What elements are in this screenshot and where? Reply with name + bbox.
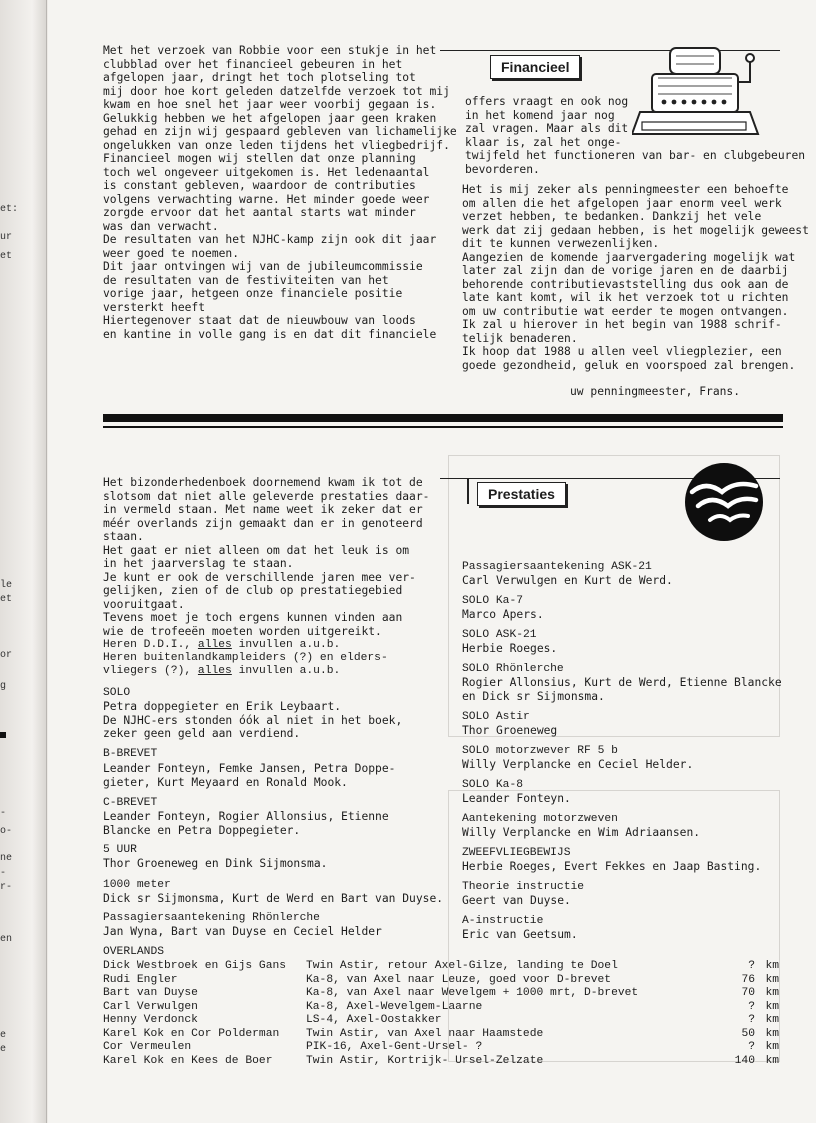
prestaties-header-tick [467,478,469,504]
achievement-heading: ZWEEFVLIEGBEWIJS [462,847,571,859]
text: vliegers (?), [103,665,198,677]
margin-fragment: ne [0,853,13,864]
achievement-body: Carl Verwulgen en Kurt de Werd. [462,574,673,587]
achievement-heading: SOLO Ka-7 [462,595,524,607]
achievement-heading: SOLO motorzwever RF 5 b [462,745,618,757]
prestaties-heren-ddi [103,639,340,653]
table-row [103,1041,779,1055]
prestaties-heren-vliegers [103,665,340,679]
overlands-unit-cell: km [765,1054,779,1067]
overlands-pilots-cell: Karel Kok en Cor Polderman [103,1027,280,1040]
achievement-body: Geert van Duyse. [462,894,571,907]
achievement-heading: SOLO Astir [462,711,530,723]
achievement-heading: Passagiersaantekening Rhönlerche [103,912,320,924]
financieel-right-top: offers vraagt en ook nog in het komend jaar nog zal vragen. Maar als dit klaar is, zal het onge- twijfeld het functioneren van bar- en clubgebeuren bevorderen. [465,95,806,176]
margin-fragment: o- [0,826,13,837]
table-row [103,1001,779,1015]
text: invullen a.u.b. [231,639,341,651]
overlands-distance-cell: ? [748,960,755,972]
margin-fragment: e [0,1030,7,1041]
section-divider-thin [103,426,783,428]
achievement-body: Leander Fonteyn. [462,792,571,805]
margin-fragment: et [0,594,13,605]
birds-emblem-icon [684,462,764,542]
margin-fragment: ur [0,232,13,243]
text: invullen a.u.b. [231,665,341,677]
emphasis: alles [197,665,232,677]
financieel-right-column: Het is mij zeker als penningmeester een behoefte om allen die het afgelopen jaar enorm veel werk verzet hebben, te bedanken. Dankzij het vele werk dat zij gedaan hebben, is het mogelijk geweest dit te kunnen verwezenlijken. Aangezien de komende jaarvergadering mogelijk wat later zal zijn dan de vorige jaren en de daarbij behorende contributievaststelling dus ook aan de late kant komt, wil ik het verzoek tot u richten om uw contributie wat eerder te mogen ontvangen. Ik zal u hierover in het begin van 1988 schrif- telijk benaderen. Ik hoop dat 1988 u allen veel vliegplezier, een goede gezondheid, geluk en voorspoed zal brengen. [462,183,809,372]
overlands-flight-cell: Twin Astir, van Axel naar Haamstede [306,1027,544,1040]
achievement-body: Herbie Roeges. [462,642,558,655]
overlands-unit-cell: km [765,1000,779,1013]
margin-fragment: et [0,251,13,262]
financieel-title: Financieel [490,55,580,79]
margin-fragment: - [0,868,7,879]
section-divider-thick [103,414,783,422]
financieel-signature: uw penningmeester, Frans. [570,385,741,398]
overlands-table [103,960,779,1068]
achievement-heading: 5 UUR [103,844,137,856]
table-row [103,1014,779,1028]
margin-fragment: g [0,681,7,692]
overlands-distance-cell: 140 [734,1054,755,1067]
overlands-pilots-cell: Bart van Duyse [103,987,198,999]
overlands-pilots-cell: Carl Verwulgen [103,1000,198,1013]
achievement-body: Rogier Allonsius, Kurt de Werd, Etienne Blancke en Dick sr Sijmonsma. [462,676,782,703]
overlands-pilots-cell: Dick Westbroek en Gijs Gans [103,960,287,972]
margin-fragment: en [0,934,13,945]
overlands-distance-cell: 50 [741,1027,755,1040]
achievement-body: Leander Fonteyn, Rogier Allonsius, Etienne Blancke en Petra Doppegieter. [103,810,389,837]
overlands-unit-cell: km [765,960,779,972]
achievement-body: Willy Verplancke en Ceciel Helder. [462,758,694,771]
table-row [103,1055,779,1069]
overlands-distance-cell: ? [748,1014,755,1026]
overlands-heading: OVERLANDS [103,946,165,958]
achievement-heading: A-instructie [462,915,544,927]
achievement-heading: Theorie instructie [462,881,585,893]
overlands-unit-cell: km [765,1027,779,1040]
overlands-pilots-cell: Rudi Engler [103,973,178,986]
achievement-body: Dick sr Sijmonsma, Kurt de Werd en Bart van Duyse. [103,892,444,905]
overlands-distance-cell: 76 [741,973,755,986]
overlands-flight-cell: PIK-16, Axel-Gent-Ursel- ? [306,1041,483,1053]
achievement-body: Thor Groeneweg en Dink Sijmonsma. [103,857,328,870]
overlands-flight-cell: Ka-8, van Axel naar Leuze, goed voor D-brevet [306,973,612,986]
margin-fragment: le [0,580,13,591]
overlands-pilots-cell: Cor Vermeulen [103,1041,192,1053]
achievement-heading: SOLO ASK-21 [462,629,537,641]
overlands-unit-cell: km [765,1014,779,1026]
achievement-body: Marco Apers. [462,608,544,621]
overlands-unit-cell: km [765,987,779,999]
achievement-heading: SOLO [103,687,131,699]
overlands-flight-cell: Ka-8, van Axel naar Wevelgem + 1000 mrt, D-brevet [306,987,639,999]
achievement-heading: B-BREVET [103,748,158,760]
achievement-body: Willy Verplancke en Wim Adriaansen. [462,826,701,839]
achievement-heading: C-BREVET [103,797,158,809]
table-row [103,987,779,1001]
achievement-body: Petra doppegieter en Erik Leybaart. De NJHC-ers stonden óók al niet in het boek, zeker geen geld aan verdiend. [103,700,403,740]
overlands-flight-cell: Twin Astir, retour Axel-Gilze, landing te Doel [306,960,618,972]
prestaties-title: Prestaties [477,482,566,506]
achievement-heading: SOLO Rhönlerche [462,663,564,675]
achievement-body: Leander Fonteyn, Femke Jansen, Petra Doppe- gieter, Kurt Meyaard en Ronald Mook. [103,762,396,789]
prestaties-intro: Het bizonderhedenboek doornemend kwam ik tot de slotsom dat niet alle geleverde prestaties daar- in vermeld staan. Met name weet ik zeker dat er méér overlands zijn gemaakt dan er in genoteerd staan. Het gaat er niet alleen om dat het leuk is om in het jaarverslag te staan. Je kunt er ook de verschillende jaren mee ver- gelijken, zien of de club op prestatiegebied vooruitgaat. Tevens moet je toch ergens kunnen vinden aan wie de trofeeën moeten worden uitgereikt. [103,476,430,638]
financieel-left-column: Met het verzoek van Robbie voor een stukje in het clubblad over het financieel gebeuren in het afgelopen jaar, dringt het toch plotseling tot mij door hoe kort geleden datzelfde verzoek tot mij kwam en hoe snel het jaar weer voorbij gegaan is. Gelukkig hebben we het afgelopen jaar geen kraken gehad en zijn wij gespaard gebleven van lichamelijke ongelukken van onze leden tijdens het vliegbedrijf. Financieel mogen wij stellen dat onze planning toch wel ongeveer uitgekomen is. Het ledenaantal is constant gebleven, waardoor de contributies volgens verwachting warne. Het minder goede weer zorgde ervoor dat het aantal starts wat minder was dan verwacht. De resultaten van het NJHC-kamp zijn ook dit jaar weer goed te noemen. Dit jaar ontvingen wij van de jubileumcommissie de resultaten van de festiviteiten van het vorige jaar, hetgeen onze financiele positie versterkt heeft Hiertegenover staat dat de nieuwbouw van loods en kantine in volle gang is en dat dit financiele [103,44,457,341]
overlands-flight-cell: Ka-8, Axel-Wevelgem-Laarne [306,1000,483,1013]
table-row [103,960,779,974]
margin-fragment: e [0,1044,7,1055]
overlands-distance-cell: 70 [741,987,755,999]
achievement-heading: SOLO Ka-8 [462,779,524,791]
overlands-flight-cell: LS-4, Axel-Oostakker [306,1014,442,1026]
table-row [103,974,779,988]
overlands-pilots-cell: Karel Kok en Kees de Boer [103,1054,273,1067]
achievement-body: Thor Groeneweg [462,724,558,737]
achievement-body: Herbie Roeges, Evert Fekkes en Jaap Basting. [462,860,762,873]
overlands-unit-cell: km [765,1041,779,1053]
achievement-heading: Aantekening motorzweven [462,813,618,825]
table-row [103,1028,779,1042]
achievement-body: Jan Wyna, Bart van Duyse en Ceciel Helder [103,925,382,938]
emphasis: alles [197,639,232,651]
left-page-gutter [0,0,47,1123]
overlands-distance-cell: ? [748,1000,755,1013]
achievement-heading: 1000 meter [103,879,171,891]
margin-fragment: or [0,650,13,661]
text: Heren D.D.I., [103,639,198,651]
margin-fragment: - [0,808,7,819]
achievement-body: Eric van Geetsum. [462,928,578,941]
prestaties-heren-buitenland: Heren buitenlandkampleiders (?) en elders- [103,652,388,664]
margin-fragment: et: [0,204,19,215]
achievement-heading: Passagiersaantekening ASK-21 [462,561,652,573]
margin-black-mark [0,732,6,738]
margin-fragment: r- [0,882,13,893]
overlands-pilots-cell: Henny Verdonck [103,1014,198,1026]
overlands-flight-cell: Twin Astir, Kortrijk- Ursel-Zelzate [306,1054,544,1067]
overlands-unit-cell: km [765,973,779,986]
overlands-distance-cell: ? [748,1041,755,1053]
